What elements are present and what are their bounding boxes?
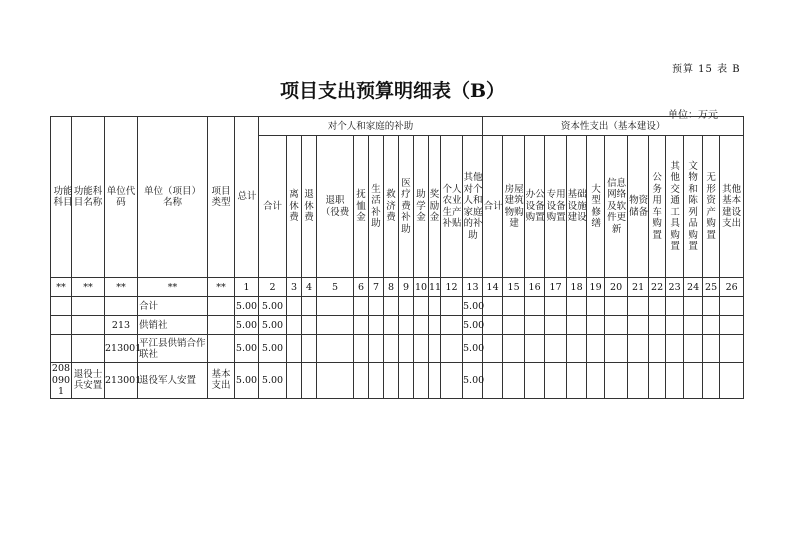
form-number: 预算 15 表 B: [672, 64, 741, 75]
cell-other-personal: 5.00: [463, 316, 483, 335]
column-code-cell: 24: [684, 278, 703, 297]
cell-func: [51, 297, 72, 316]
cell-code: 213: [105, 316, 138, 335]
cell-name: 供销社: [138, 316, 208, 335]
header-unit-code: 单位代码: [105, 117, 138, 278]
header-personal-col: 退职（役费: [317, 136, 354, 278]
header-personal-col: 合计: [259, 136, 287, 278]
header-personal-col: 助学金: [414, 136, 429, 278]
cell-other-personal: 5.00: [463, 335, 483, 363]
column-code-cell: 22: [649, 278, 666, 297]
cell-name: 退役军人安置: [138, 363, 208, 399]
column-code-cell: 9: [399, 278, 414, 297]
cell-type: [208, 297, 235, 316]
column-code-cell: 4: [302, 278, 317, 297]
unit-label: 单位：万元: [668, 110, 718, 121]
header-capital-col: 无形资产购置: [703, 136, 720, 278]
cell-name: 平江县供销合作联社: [138, 335, 208, 363]
cell-personal-subtotal: 5.00: [259, 297, 287, 316]
header-capital-col: 其他基本建设支出: [720, 136, 744, 278]
header-capital-col: 房屋建筑物购建: [503, 136, 525, 278]
table-row: [51, 335, 744, 363]
column-code-cell: 20: [605, 278, 628, 297]
table-row: [51, 297, 744, 316]
cell-personal-subtotal: 5.00: [259, 335, 287, 363]
header-personal-col: 抚恤金: [354, 136, 369, 278]
cell-func: [51, 335, 72, 363]
header-personal-col: 生活补助: [369, 136, 384, 278]
cell-func-name: 退役士兵安置: [72, 363, 105, 399]
column-code-cell: 13: [463, 278, 483, 297]
cell-type: [208, 335, 235, 363]
column-code-cell: 14: [483, 278, 503, 297]
cell-other-personal: 5.00: [463, 297, 483, 316]
cell-func-name: [72, 335, 105, 363]
cell-code: [105, 297, 138, 316]
column-code-cell: 2: [259, 278, 287, 297]
cell-code: 213001: [105, 363, 138, 399]
header-personal-col: 奖励金: [429, 136, 441, 278]
column-code-cell: 18: [567, 278, 587, 297]
cell-func: 2080901: [51, 363, 71, 397]
header-group-capital: 资本性支出（基本建设）: [483, 117, 744, 136]
cell-func-name: [72, 297, 105, 316]
cell-type: [208, 316, 235, 335]
table-row: [51, 316, 744, 335]
code-row: [51, 278, 744, 297]
page-title: 项目支出预算明细表（B）: [279, 80, 506, 102]
table-row: [51, 363, 744, 399]
header-capital-col: 公务用车购置: [649, 136, 666, 278]
header-personal-col: 个人农业生产补贴: [441, 136, 463, 278]
column-code-cell: **: [208, 278, 235, 297]
cell-func: [51, 316, 72, 335]
column-code-cell: **: [51, 278, 72, 297]
cell-code: 213001: [105, 335, 138, 363]
column-code-cell: 15: [503, 278, 525, 297]
header-func-subject-name: 功能科目名称: [72, 117, 105, 278]
header-func-subject: 功能科目: [51, 117, 72, 278]
column-code-cell: 5: [317, 278, 354, 297]
header-capital-col: 大型修缮: [587, 136, 605, 278]
column-code-cell: 21: [628, 278, 649, 297]
column-code-cell: 19: [587, 278, 605, 297]
column-code-cell: 16: [525, 278, 545, 297]
header-personal-col: 退休费: [302, 136, 317, 278]
header-group-personal: 对个人和家庭的补助: [259, 117, 483, 136]
header-personal-col: 离休费: [287, 136, 302, 278]
column-code-cell: 11: [429, 278, 441, 297]
column-code-cell: **: [105, 278, 138, 297]
cell-func-name: [72, 316, 105, 335]
cell-type: 基本支出: [208, 363, 235, 399]
cell-total: 5.00: [235, 335, 259, 363]
column-code-cell: 1: [235, 278, 259, 297]
cell-other-personal: 5.00: [463, 363, 483, 399]
column-code-cell: 17: [545, 278, 567, 297]
budget-table: [50, 116, 744, 399]
column-code-cell: 3: [287, 278, 302, 297]
header-capital-col: 专用设备购置: [545, 136, 567, 278]
header-personal-col: 其他对个人和家庭的补助: [463, 136, 483, 278]
header-capital-col: 合计: [483, 136, 503, 278]
header-total: 总计: [235, 117, 259, 278]
column-code-cell: 10: [414, 278, 429, 297]
header-personal-col: 医疗费补助: [399, 136, 414, 278]
header-capital-col: 物资储备: [628, 136, 649, 278]
cell-total: 5.00: [235, 363, 259, 399]
cell-personal-subtotal: 5.00: [259, 316, 287, 335]
column-code-cell: 8: [384, 278, 399, 297]
header-capital-col: 基础设施建设: [567, 136, 587, 278]
cell-name: 合计: [138, 297, 208, 316]
column-code-cell: 6: [354, 278, 369, 297]
header-capital-col: 其他交通工具购置: [666, 136, 684, 278]
column-code-cell: 23: [666, 278, 684, 297]
column-code-cell: **: [72, 278, 105, 297]
header-capital-col: 办公设备购置: [525, 136, 545, 278]
header-capital-col: 信息网络及软件更新: [605, 136, 628, 278]
column-code-cell: 25: [703, 278, 720, 297]
column-code-cell: 26: [720, 278, 744, 297]
cell-total: 5.00: [235, 316, 259, 335]
header-project-type: 项目类型: [208, 117, 235, 278]
column-code-cell: 7: [369, 278, 384, 297]
column-code-cell: 12: [441, 278, 463, 297]
cell-personal-subtotal: 5.00: [259, 363, 287, 399]
header-personal-col: 救济费: [384, 136, 399, 278]
cell-total: 5.00: [235, 297, 259, 316]
header-capital-col: 文物和陈列品购置: [684, 136, 703, 278]
header-unit-name: 单位（项目）名称: [138, 117, 208, 278]
column-code-cell: **: [138, 278, 208, 297]
